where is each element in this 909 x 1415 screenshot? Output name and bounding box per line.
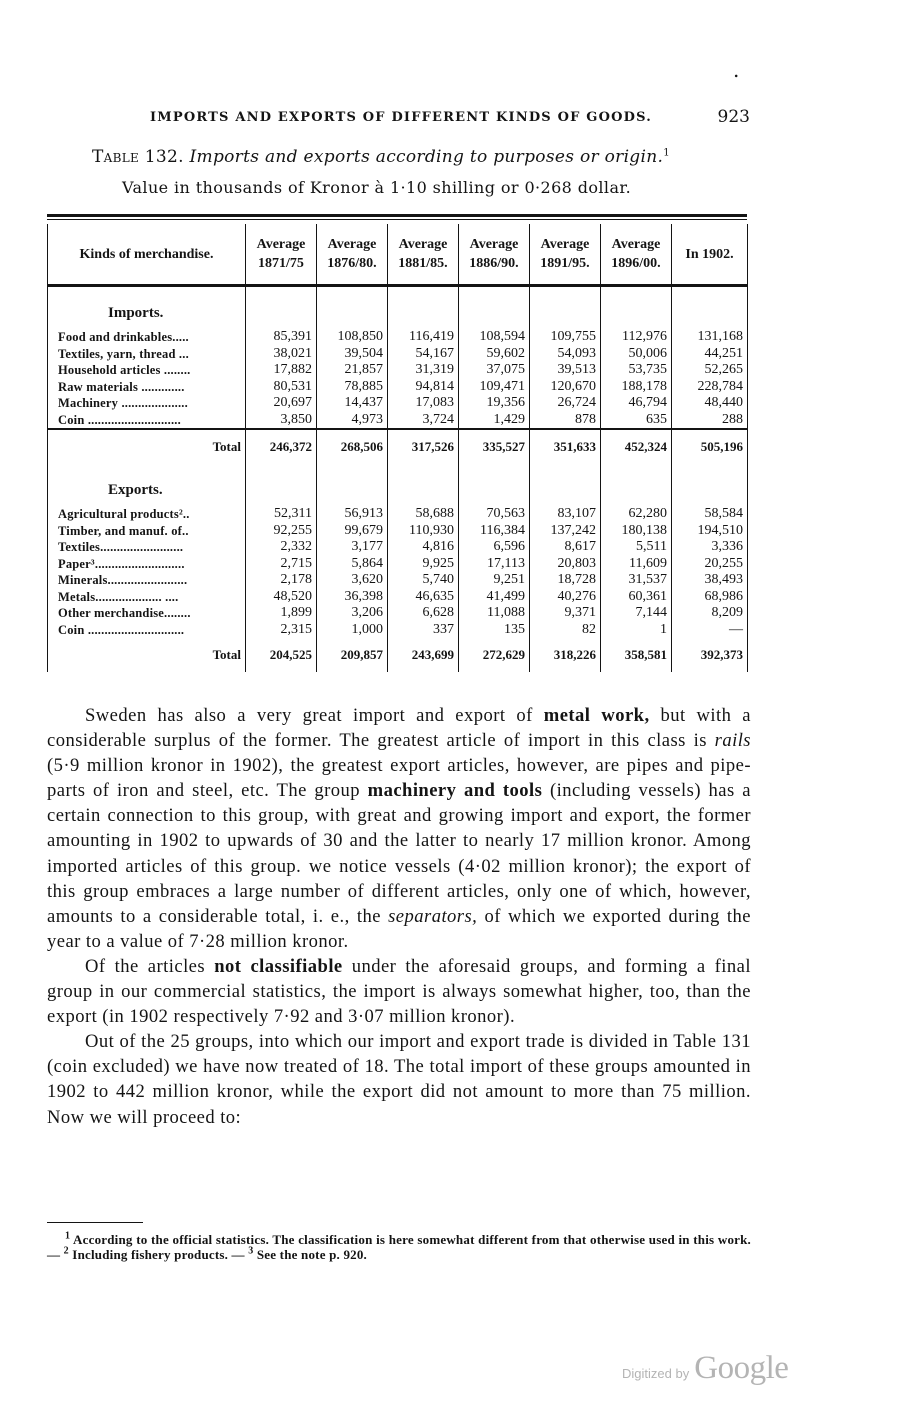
emphasis: separators, <box>388 905 478 927</box>
value-cell: 2,178 <box>246 572 317 589</box>
digitized-watermark <box>622 1350 788 1387</box>
text-run: Sweden has also a very great import and export of <box>85 705 544 726</box>
value-cell: 1,429 <box>459 412 530 430</box>
value-cell: 19,356 <box>459 395 530 412</box>
value-cell: 21,857 <box>317 362 388 379</box>
column-header <box>388 224 459 286</box>
value-cell: 6,596 <box>459 539 530 556</box>
table-cell <box>601 286 672 322</box>
value-cell: 337 <box>388 622 459 639</box>
row-label: Food and drinkables..... <box>48 329 246 346</box>
value-cell: 17,882 <box>246 362 317 379</box>
footnote-text: See the note p. 920. <box>253 1247 367 1262</box>
value-cell: 48,440 <box>672 395 748 412</box>
value-cell: — <box>672 622 748 639</box>
column-header <box>317 224 388 286</box>
text-run: Of the articles <box>85 955 215 977</box>
footnote-mark: 2 <box>63 1245 69 1257</box>
value-cell: 635 <box>601 412 672 430</box>
value-cell: 80,531 <box>246 379 317 396</box>
table-cell <box>388 464 459 498</box>
value-cell: 17,083 <box>388 395 459 412</box>
footnote-mark: 1 <box>65 1230 71 1242</box>
value-cell: 9,371 <box>530 605 601 622</box>
value-cell: 82 <box>530 622 601 639</box>
row-label: Coin ............................. <box>48 622 246 639</box>
column-header-top: Average <box>398 237 448 252</box>
value-cell: 58,688 <box>388 506 459 523</box>
value-cell: 14,437 <box>317 395 388 412</box>
value-cell: 5,511 <box>601 539 672 556</box>
value-cell: 41,499 <box>459 589 530 606</box>
row-label: Metals.................... .... <box>48 589 246 606</box>
value-cell: 99,679 <box>317 523 388 540</box>
value-cell: 1,000 <box>317 622 388 639</box>
value-cell: 31,537 <box>601 572 672 589</box>
value-cell: 4,973 <box>317 412 388 430</box>
value-cell: 112,976 <box>601 329 672 346</box>
value-cell: 18,728 <box>530 572 601 589</box>
table-cell <box>530 498 601 506</box>
table-cell <box>48 498 246 506</box>
column-header-top: Average <box>256 237 306 252</box>
value-cell: 188,178 <box>601 379 672 396</box>
running-head <box>150 107 750 129</box>
value-cell: 3,724 <box>388 412 459 430</box>
table-cell <box>672 464 748 498</box>
value-cell: 39,504 <box>317 346 388 363</box>
column-header-top: Average <box>611 237 661 252</box>
footnotes <box>47 1232 751 1262</box>
value-cell: 60,361 <box>601 589 672 606</box>
value-cell: 17,113 <box>459 556 530 573</box>
total-value: 246,372 <box>246 429 317 464</box>
stray-mark: . <box>733 58 740 82</box>
table-cell <box>317 498 388 506</box>
value-cell: 109,471 <box>459 379 530 396</box>
value-cell: 6,628 <box>388 605 459 622</box>
google-logo: Google <box>694 1350 789 1386</box>
row-label: Paper³........................... <box>48 556 246 573</box>
table-row <box>48 556 748 573</box>
paragraph <box>47 954 751 1029</box>
table-row <box>48 622 748 639</box>
value-cell: 31,319 <box>388 362 459 379</box>
value-cell: 5,740 <box>388 572 459 589</box>
running-title: IMPORTS AND EXPORTS OF DIFFERENT KINDS OF GOODS. <box>150 110 652 125</box>
value-cell: 11,609 <box>601 556 672 573</box>
footnote-mark: 3 <box>248 1245 254 1257</box>
table-cell <box>246 321 317 329</box>
column-header-period: 1896/00. <box>611 256 661 271</box>
row-label: Coin ............................ <box>48 412 246 430</box>
value-cell: 2,315 <box>246 622 317 639</box>
value-cell: 46,794 <box>601 395 672 412</box>
total-value: 243,699 <box>388 638 459 672</box>
page-number: 923 <box>717 107 750 127</box>
value-cell: 52,311 <box>246 506 317 523</box>
value-cell: 2,332 <box>246 539 317 556</box>
table-cell <box>672 286 748 322</box>
value-cell: 9,251 <box>459 572 530 589</box>
value-cell: 52,265 <box>672 362 748 379</box>
value-cell: 59,602 <box>459 346 530 363</box>
watermark-prefix: Digitized by <box>622 1366 690 1381</box>
column-header-kind: Kinds of merchandise. <box>48 224 246 286</box>
row-label: Minerals........................ <box>48 572 246 589</box>
value-cell: 4,816 <box>388 539 459 556</box>
table-row <box>48 362 748 379</box>
value-cell: 54,093 <box>530 346 601 363</box>
table-cell <box>388 498 459 506</box>
table-row <box>48 379 748 396</box>
table-cell <box>246 464 317 498</box>
value-cell: 20,255 <box>672 556 748 573</box>
value-cell: 68,986 <box>672 589 748 606</box>
total-value: 317,526 <box>388 429 459 464</box>
total-value: 209,857 <box>317 638 388 672</box>
value-cell: 135 <box>459 622 530 639</box>
value-cell: 50,006 <box>601 346 672 363</box>
value-cell: 36,398 <box>317 589 388 606</box>
value-cell: 3,850 <box>246 412 317 430</box>
column-header-top: Average <box>469 237 519 252</box>
table-cell <box>459 286 530 322</box>
emphasis: rails <box>714 730 751 752</box>
column-header-period: 1886/90. <box>469 256 519 271</box>
value-cell: 108,594 <box>459 329 530 346</box>
table-cell <box>388 286 459 322</box>
table-cell <box>601 464 672 498</box>
value-cell: 20,697 <box>246 395 317 412</box>
value-cell: 116,384 <box>459 523 530 540</box>
value-cell: 20,803 <box>530 556 601 573</box>
column-header-period: 1871/75 <box>258 256 304 271</box>
footnote-text: Including fishery products. — <box>68 1247 249 1262</box>
value-cell: 54,167 <box>388 346 459 363</box>
value-cell: 39,513 <box>530 362 601 379</box>
value-cell: 120,670 <box>530 379 601 396</box>
value-cell: 3,177 <box>317 539 388 556</box>
merchandise-table <box>47 224 748 672</box>
table-row <box>48 589 748 606</box>
value-cell: 9,925 <box>388 556 459 573</box>
value-cell: 37,075 <box>459 362 530 379</box>
column-header-period: 1881/85. <box>398 256 448 271</box>
total-value: 452,324 <box>601 429 672 464</box>
total-value: 358,581 <box>601 638 672 672</box>
table-cell <box>459 321 530 329</box>
value-cell: 5,864 <box>317 556 388 573</box>
total-label: Total <box>48 638 246 672</box>
table-cell <box>388 321 459 329</box>
table-row <box>48 412 748 430</box>
total-value: 268,506 <box>317 429 388 464</box>
row-label: Household articles ........ <box>48 362 246 379</box>
value-cell: 38,021 <box>246 346 317 363</box>
total-value: 351,633 <box>530 429 601 464</box>
value-cell: 58,584 <box>672 506 748 523</box>
row-label: Machinery .................... <box>48 395 246 412</box>
text-run: of which we exported during the year to a value of 7·28 million kronor. <box>47 905 751 952</box>
table-cell <box>459 464 530 498</box>
text-run: (5·9 million kronor in 1902), the greatest export articles, however, are pipes and pipe-parts of iron and steel, etc. The group <box>47 755 751 802</box>
table-label: Table 132. <box>92 147 184 167</box>
table-row <box>48 506 748 523</box>
emphasis: not classifiable <box>214 955 343 977</box>
value-cell: 109,755 <box>530 329 601 346</box>
emphasis: metal work, <box>543 705 650 726</box>
value-cell: 46,635 <box>388 589 459 606</box>
table-subtitle: Value in thousands of Kronor à 1·10 shilling or 0·268 dollar. <box>122 178 632 197</box>
footnote-rule <box>47 1222 143 1223</box>
total-value: 272,629 <box>459 638 530 672</box>
paragraph <box>47 703 751 954</box>
value-cell: 40,276 <box>530 589 601 606</box>
text-run: but with a considerable surplus of the former. The greatest article of import in this class is <box>47 705 751 752</box>
value-cell: 62,280 <box>601 506 672 523</box>
table-cell <box>530 321 601 329</box>
row-label: Agricultural products².. <box>48 506 246 523</box>
value-cell: 116,419 <box>388 329 459 346</box>
value-cell: 11,088 <box>459 605 530 622</box>
table-cell <box>246 286 317 322</box>
value-cell: 194,510 <box>672 523 748 540</box>
value-cell: 92,255 <box>246 523 317 540</box>
value-cell: 7,144 <box>601 605 672 622</box>
total-label: Total <box>48 429 246 464</box>
table-row <box>48 539 748 556</box>
value-cell: 48,520 <box>246 589 317 606</box>
value-cell: 110,930 <box>388 523 459 540</box>
value-cell: 53,735 <box>601 362 672 379</box>
emphasis: machinery and tools <box>367 780 543 802</box>
section-heading-row <box>48 286 748 322</box>
total-value: 204,525 <box>246 638 317 672</box>
total-value: 505,196 <box>672 429 748 464</box>
total-row <box>48 429 748 464</box>
column-header <box>530 224 601 286</box>
table-caption <box>92 147 670 167</box>
table-cell <box>317 464 388 498</box>
total-row <box>48 638 748 672</box>
value-cell: 137,242 <box>530 523 601 540</box>
total-value: 318,226 <box>530 638 601 672</box>
table-row <box>48 523 748 540</box>
table-cell <box>530 464 601 498</box>
value-cell: 228,784 <box>672 379 748 396</box>
row-label: Raw materials ............. <box>48 379 246 396</box>
value-cell: 26,724 <box>530 395 601 412</box>
value-cell: 44,251 <box>672 346 748 363</box>
column-header <box>672 224 748 286</box>
column-header <box>459 224 530 286</box>
value-cell: 85,391 <box>246 329 317 346</box>
section-heading-row <box>48 464 748 498</box>
column-header-top: In 1902. <box>685 246 734 262</box>
value-cell: 3,336 <box>672 539 748 556</box>
value-cell: 288 <box>672 412 748 430</box>
header-row <box>48 224 748 286</box>
value-cell: 3,206 <box>317 605 388 622</box>
value-cell: 1 <box>601 622 672 639</box>
table-cell <box>459 498 530 506</box>
table-title: Imports and exports according to purposes or origin. <box>189 147 664 167</box>
footnote-paragraph <box>47 1232 751 1262</box>
value-cell: 8,209 <box>672 605 748 622</box>
total-value: 335,527 <box>459 429 530 464</box>
table-cell <box>48 321 246 329</box>
table-cell <box>601 321 672 329</box>
value-cell: 70,563 <box>459 506 530 523</box>
value-cell: 180,138 <box>601 523 672 540</box>
value-cell: 8,617 <box>530 539 601 556</box>
value-cell: 83,107 <box>530 506 601 523</box>
column-header <box>601 224 672 286</box>
value-cell: 131,168 <box>672 329 748 346</box>
body-text <box>47 703 751 1130</box>
value-cell: 878 <box>530 412 601 430</box>
table-top-thin-rule <box>47 219 747 220</box>
table-row <box>48 395 748 412</box>
value-cell: 56,913 <box>317 506 388 523</box>
table-cell <box>601 498 672 506</box>
value-cell: 38,493 <box>672 572 748 589</box>
table-row <box>48 346 748 363</box>
row-label: Textiles, yarn, thread ... <box>48 346 246 363</box>
value-cell: 78,885 <box>317 379 388 396</box>
column-header-top: Average <box>327 237 377 252</box>
column-header-period: 1891/95. <box>540 256 590 271</box>
table-row <box>48 329 748 346</box>
table-cell <box>672 498 748 506</box>
row-label: Other merchandise........ <box>48 605 246 622</box>
section-heading: Exports. <box>48 464 246 498</box>
footnote-text: According to the official statistics. The classification is here somewhat different from that otherwise used in this work. — <box>47 1232 751 1262</box>
value-cell: 2,715 <box>246 556 317 573</box>
table-cell <box>317 286 388 322</box>
paragraph: Out of the 25 groups, into which our import and export trade is divided in Table 131 (coin excluded) we have now treated of 18. The total import of these groups amounted in 1902 to 442 million kronor, while the export did not amount to more than 75 million. Now we will proceed to: <box>47 1031 751 1128</box>
table-cell <box>246 498 317 506</box>
text-run: under the aforesaid groups, and forming a final group in our commercial statistics, the import is always somewhat higher, too, than the export (in 1902 respectively 7·92 and 3·07 million kronor). <box>47 955 751 1028</box>
spacer-row <box>48 321 748 329</box>
row-label: Timber, and manuf. of.. <box>48 523 246 540</box>
text-run: (including vessels) has a certain connection to this group, with great and growing import and export, the former amounting in 1902 to upwards of 30 and the latter to nearly 17 million kronor. Among imported articles of this group. we notice vessels (4·02 million kronor); the export of this group embraces a large number of different articles, only one of which, however, amounts to a considerable total, i. e., the <box>47 780 751 927</box>
table-top-rule <box>47 214 747 217</box>
value-cell: 94,814 <box>388 379 459 396</box>
table-row <box>48 572 748 589</box>
value-cell: 3,620 <box>317 572 388 589</box>
section-heading: Imports. <box>48 286 246 322</box>
table-cell <box>317 321 388 329</box>
value-cell: 108,850 <box>317 329 388 346</box>
table-row <box>48 605 748 622</box>
footnote-ref: 1 <box>663 147 670 159</box>
row-label: Textiles......................... <box>48 539 246 556</box>
table-cell <box>530 286 601 322</box>
column-header-top: Average <box>540 237 590 252</box>
column-header <box>246 224 317 286</box>
table-cell <box>672 321 748 329</box>
spacer-row <box>48 498 748 506</box>
column-header-period: 1876/80. <box>327 256 377 271</box>
total-value: 392,373 <box>672 638 748 672</box>
value-cell: 1,899 <box>246 605 317 622</box>
